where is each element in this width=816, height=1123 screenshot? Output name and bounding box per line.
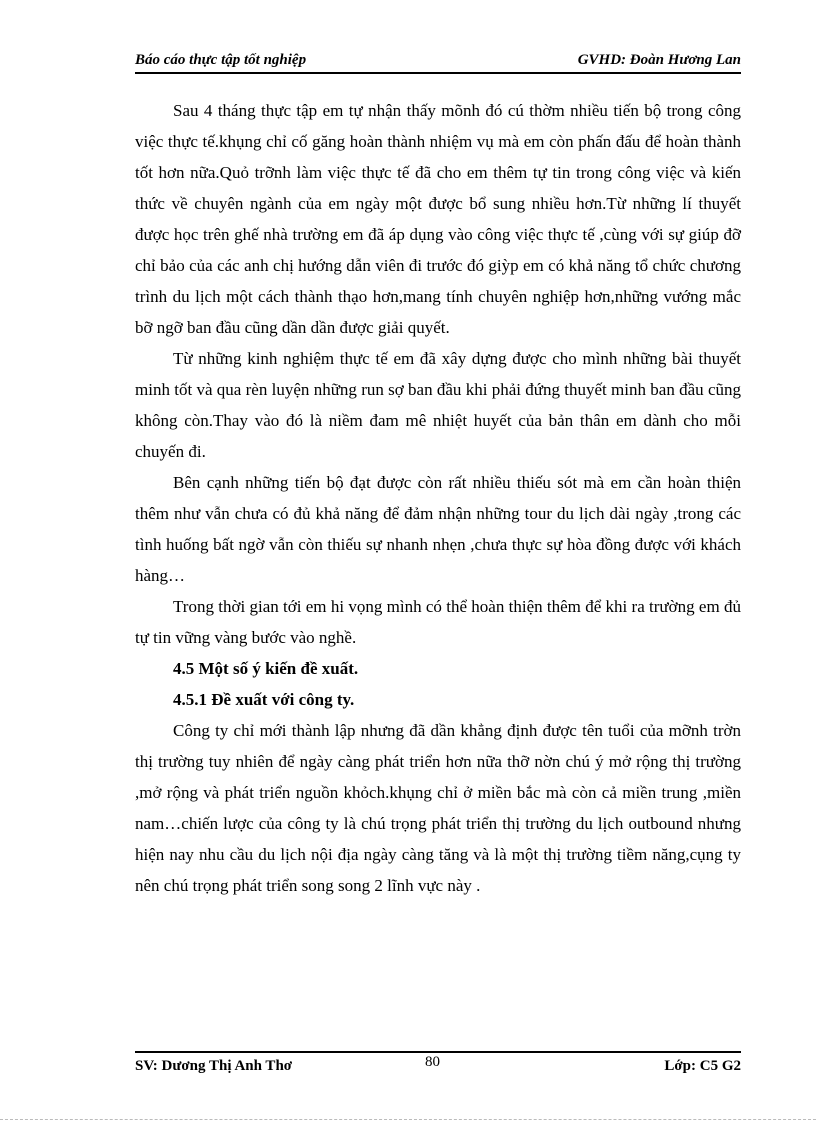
page-footer	[135, 1056, 741, 1076]
footer-divider	[135, 1051, 741, 1053]
paragraph-future: Trong thời gian tới em hi vọng mình có thể hoàn thiện thêm để khi ra trường em đủ tự tin vững vàng bước vào nghề.	[135, 597, 741, 647]
paragraph-experience: Từ những kinh nghiệm thực tế em đã xây dựng được cho mình những bài thuyết minh tốt và qua rèn luyện những run sợ ban đầu khi phải đứng thuyết minh ban đầu cũng không còn.Thay vào đó là niềm đam mê nhiệt huyết của bản thân em dành cho mỗi chuyến đi.	[135, 349, 741, 461]
paragraph-progress: Sau 4 tháng thực tập em tự nhận thấy mõnh đó cú thờm nhiều tiến bộ trong công việc thực tế.khụng chỉ cố găng hoàn thành nhiệm vụ mà em còn phấn đấu để hoàn thành tốt hơn nữa.Quỏ trỡnh làm việc thực tế đã cho em thêm tự tin trong công việc và kiến thức về chuyên ngành của em ngày một được bổ sung nhiều hơn.Từ những lí thuyết được học trên ghế nhà trường em đã áp dụng vào công việc thực tế ,cùng với sự giúp đỡ chỉ bảo của các anh chị hướng dẫn viên đi trước đó giỳp em có khả năng tổ chức chương trình du lịch một cách thành thạo hơn,mang tính chuyên nghiệp hơn,những vướng mắc bỡ ngỡ ban đầu cũng dần dần được giải quyết.	[135, 101, 741, 337]
student-name: SV: Dương Thị Anh Thơ	[135, 1058, 293, 1074]
paragraph-company-proposal: Công ty chỉ mới thành lập nhưng đã dần khẳng định được tên tuổi của mỡnh trờn thị trường tuy nhiên để ngày càng phát triển hơn nữa thỡ nờn chú ý mở rộng thị trường ,mở rộng và phát triển nguồn khỏch.khụng chỉ ở miền bắc mà còn cả miền trung ,miền nam…chiến lược của công ty là chú trọng phát triển thị trường du lịch outbound nhưng hiện nay nhu cầu du lịch nội địa ngày càng tăng và là một thị trường tiềm năng,cụng ty nên chú trọng phát triển song song 2 lĩnh vực này .	[135, 721, 741, 895]
page-header	[135, 50, 741, 74]
paragraph-shortcomings: Bên cạnh những tiến bộ đạt được còn rất nhiều thiếu sót mà em cần hoàn thiện thêm như vẫn chưa có đủ khả năng để đảm nhận những tour du lịch dài ngày ,trong các tình huống bất ngờ vẫn còn thiếu sự nhanh nhẹn ,chưa thực sự hòa đồng được với khách hàng…	[135, 473, 741, 585]
report-title: Báo cáo thực tập tốt nghiệp	[135, 52, 307, 68]
page-edge-divider	[0, 1119, 816, 1120]
class-code: Lớp: C5 G2	[664, 1058, 741, 1074]
section-heading: 4.5 Một số ý kiến đề xuất.	[173, 659, 359, 678]
page-body	[135, 95, 741, 901]
subsection-heading: 4.5.1 Đề xuất với công ty.	[173, 690, 355, 709]
supervisor-name: GVHD: Đoàn Hương Lan	[577, 52, 741, 68]
page-number: 80	[425, 1054, 440, 1070]
